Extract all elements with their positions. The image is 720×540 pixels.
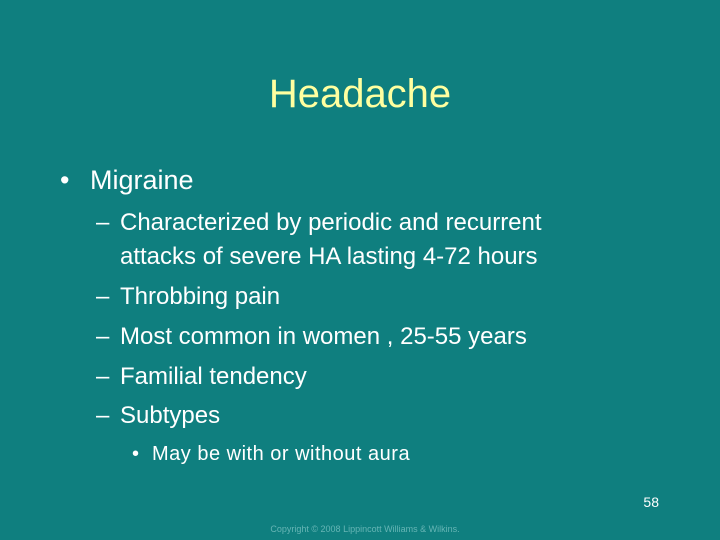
sub-bullet-most-common — [96, 321, 527, 353]
sub-bullet-text: Characterized by periodic and recurrent — [120, 209, 542, 236]
bullet-icon: • — [60, 165, 70, 195]
dash-icon: – — [96, 363, 110, 390]
sub-bullet-text: Subtypes — [120, 402, 221, 429]
slide-title: Headache — [268, 72, 452, 116]
copyright-footer: Copyright © 2008 Lippincott Williams & Wilkins. — [270, 524, 460, 534]
sub-bullet-characterized — [96, 207, 542, 239]
bullet-migraine — [60, 162, 194, 198]
bullet-icon: • — [132, 443, 140, 465]
sub-bullet-throbbing — [96, 281, 280, 313]
sub-bullet-text: Most common in women , 25-55 years — [120, 323, 527, 350]
dash-icon: – — [96, 283, 110, 310]
page-number: 58 — [643, 494, 659, 510]
dash-icon: – — [96, 323, 110, 350]
sub-bullet-text: Familial tendency — [120, 363, 307, 390]
sub-bullet-subtypes — [96, 400, 220, 432]
sub-bullet-text: Throbbing pain — [120, 283, 281, 310]
sub-sub-bullet-aura — [132, 440, 410, 468]
sub-sub-bullet-text: May be with or without aura — [152, 443, 411, 465]
sub-bullet-text: attacks of severe HA lasting 4-72 hours — [120, 243, 538, 270]
bullet-text: Migraine — [90, 165, 194, 195]
dash-icon: – — [96, 209, 110, 236]
sub-bullet-characterized-continuation — [120, 241, 538, 273]
sub-bullet-familial — [96, 361, 307, 393]
dash-icon: – — [96, 402, 110, 429]
